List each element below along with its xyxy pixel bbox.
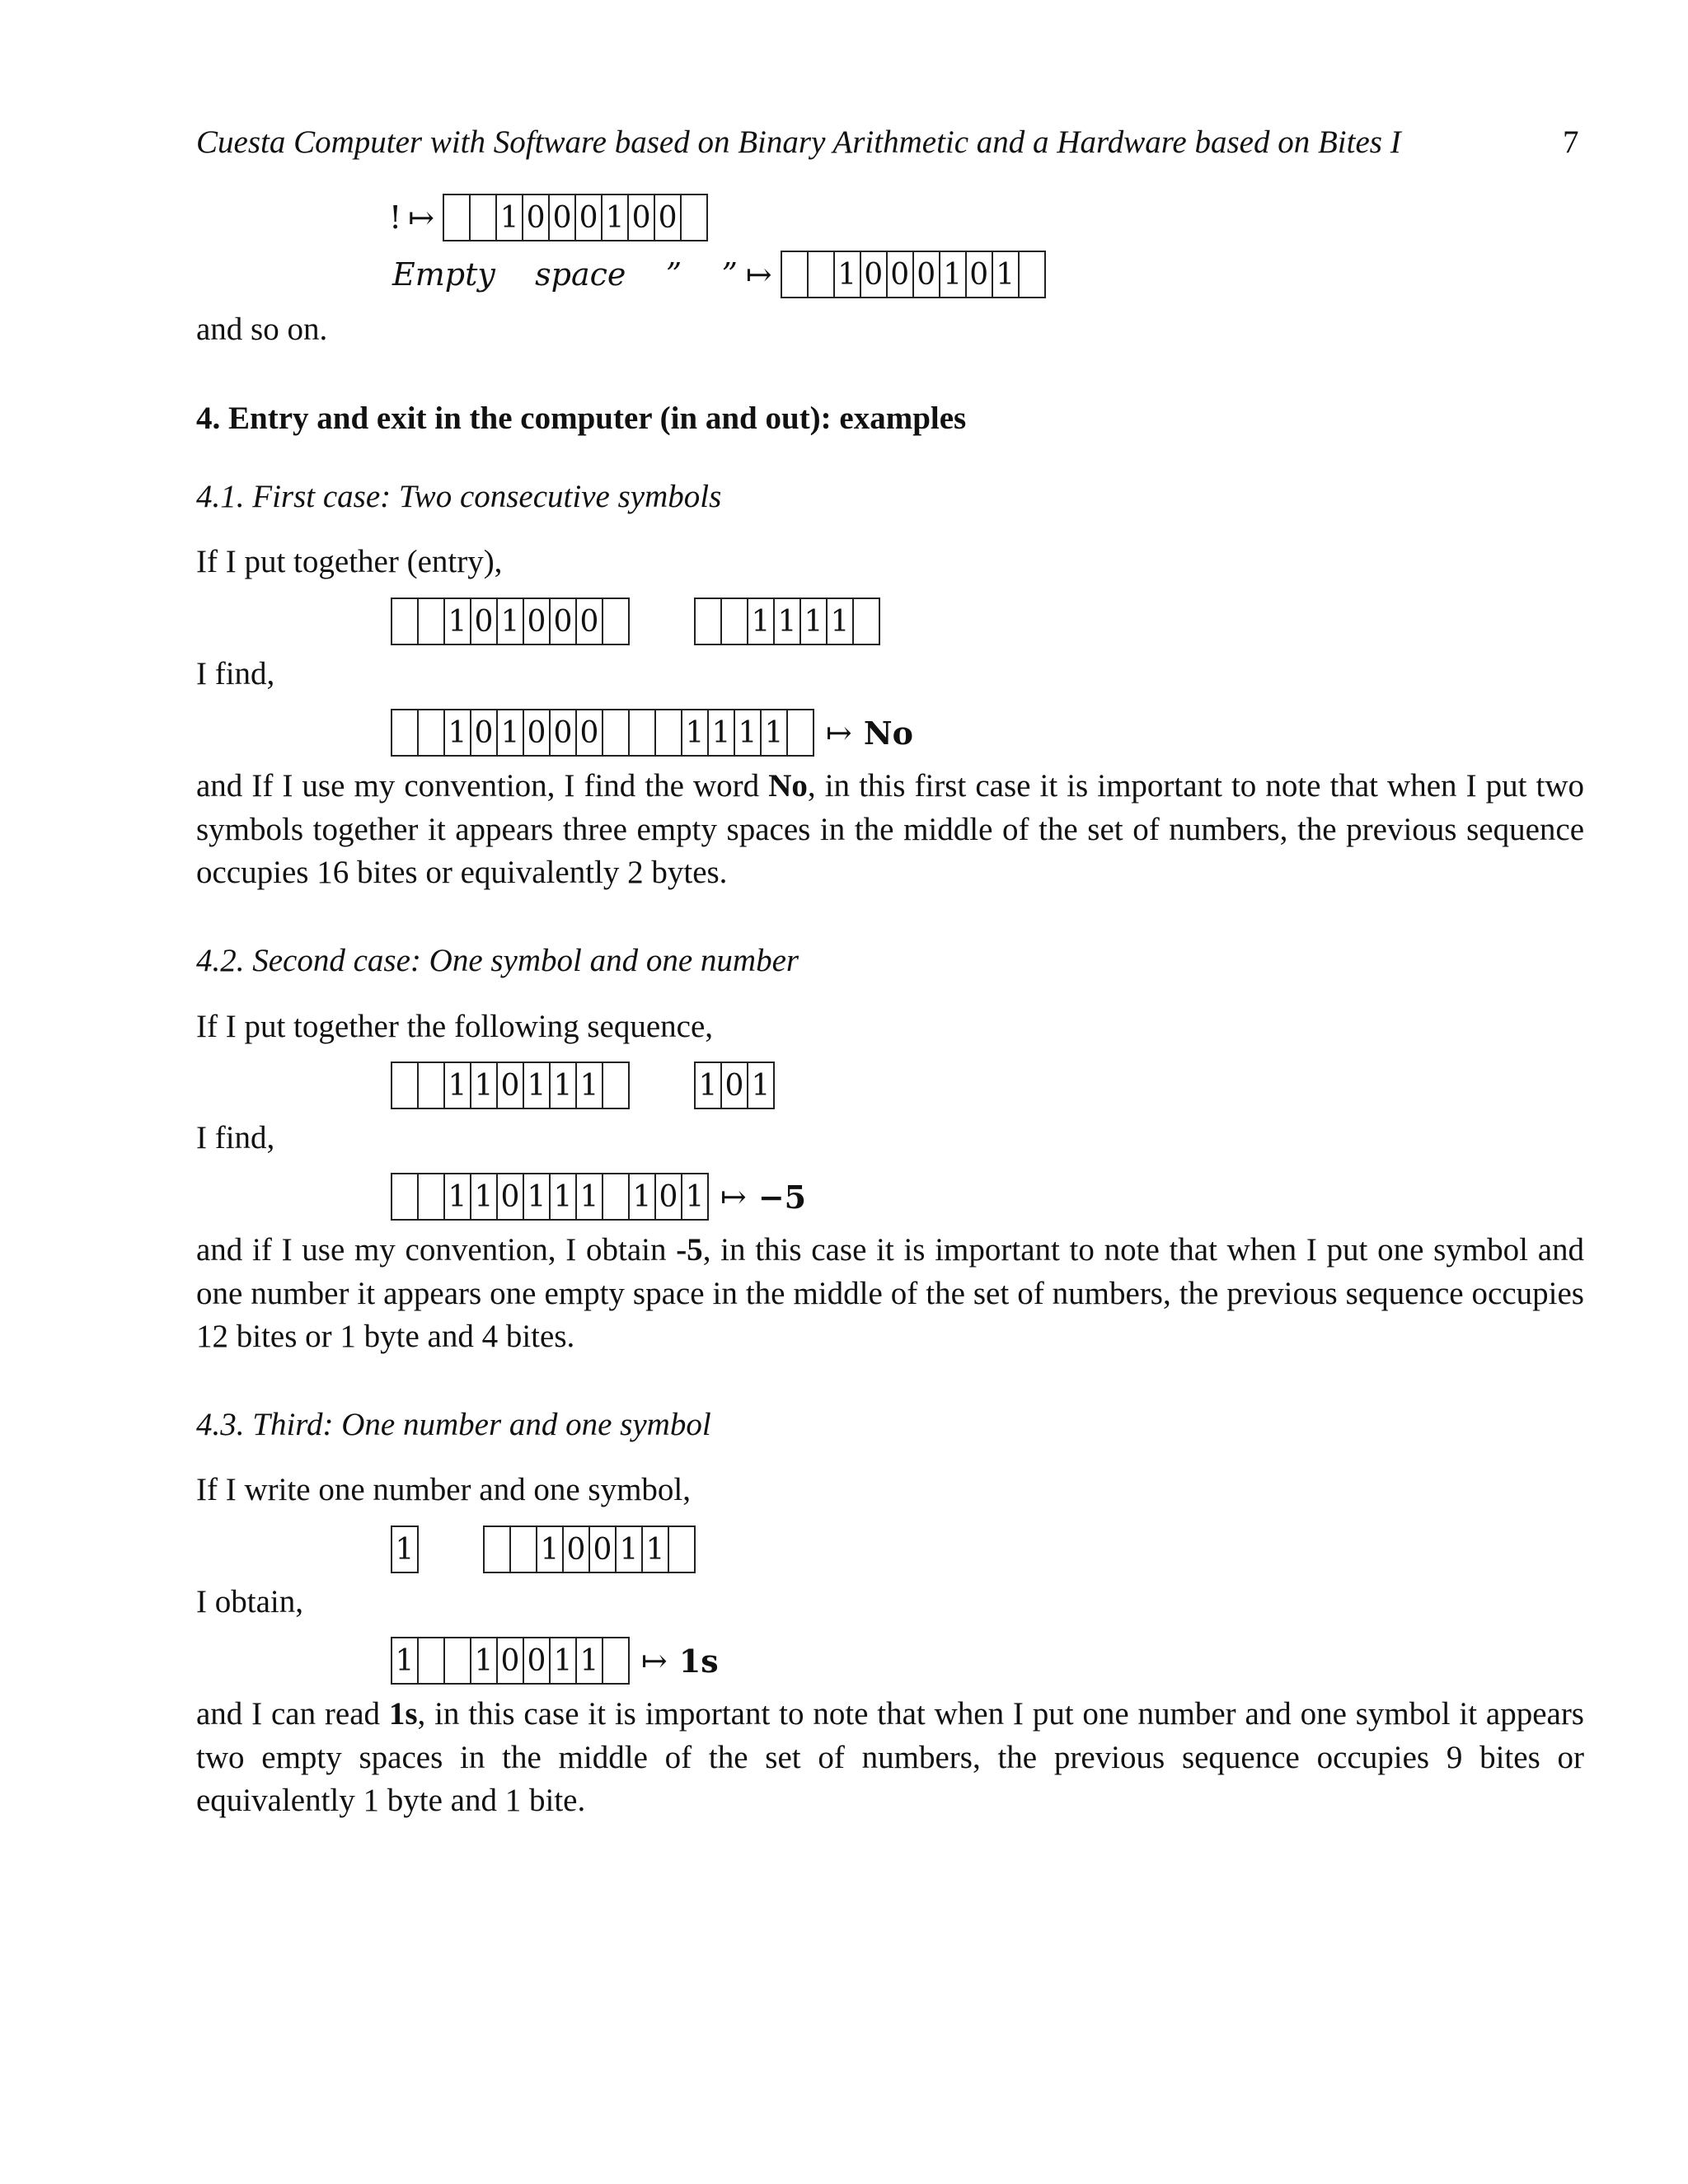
bit-cell [469,195,495,240]
bit-cell: 0 [575,599,602,644]
bit-cell [509,1527,536,1572]
bit-cell: 1 [575,1638,602,1683]
bit-cell: 1 [799,599,826,644]
bit-cell: 0 [965,252,992,297]
exclamation-mapping [389,194,708,241]
bit-cell [417,710,443,755]
subsection-heading-4-3: 4.3. Third: One number and one symbol [196,1407,711,1442]
bit-cells [483,1526,696,1573]
result-value: −5 [757,1178,807,1216]
bit-cell [417,599,443,644]
bit-cell: 0 [627,195,654,240]
bit-cell: 0 [720,1063,747,1108]
bit-cell [1018,252,1044,297]
bit-cell: 1 [496,710,523,755]
bit-cell: 0 [575,710,602,755]
bit-cell: 1 [575,1174,602,1219]
case3-intro: If I write one number and one symbol, [196,1472,692,1507]
subsection-heading-4-2: 4.2. Second case: One symbol and one number [196,943,799,978]
bit-cell: 1 [496,599,523,644]
bit-cell [417,1063,443,1108]
bit-cell [680,195,706,240]
bit-cells [391,1637,630,1685]
bit-cells [391,1173,709,1221]
bit-cell: 1 [395,1643,415,1678]
bit-cell: 0 [523,599,549,644]
bit-cell [417,1174,443,1219]
bit-cell: 0 [654,195,680,240]
bit-cell: 1 [470,1638,496,1683]
bit-cell: 1 [470,1174,496,1219]
mapsto-arrow: ↦ [745,256,772,293]
bit-cell: 1 [773,599,799,644]
bit-cell [696,599,720,644]
bit-cell: 1 [601,195,627,240]
bit-cell: 0 [496,1063,523,1108]
bit-cells [391,1062,630,1109]
case2-find: I find, [196,1120,275,1155]
bit-cell: 1 [523,1174,549,1219]
case1-entry [391,598,880,644]
bit-cells [391,1526,419,1573]
bit-cell: 0 [523,710,549,755]
bit-cell: 1 [681,1174,707,1219]
bit-cell: 1 [443,1174,470,1219]
bit-cell: 0 [523,1638,549,1683]
bit-cell: 1 [470,1063,496,1108]
case2-result-row [391,1174,806,1220]
bit-cell: 0 [548,195,574,240]
bit-cell: 1 [443,710,470,755]
case3-obtain: I obtain, [196,1584,303,1619]
bit-cell [602,1063,628,1108]
bit-cells [443,194,708,241]
bit-cell [628,710,654,755]
bit-cell [654,710,681,755]
running-title: Cuesta Computer with Software based on Binary Arithmetic and a Hardware based on Bites I [196,124,1401,160]
bit-cell: 1 [575,1063,602,1108]
bit-cell: 1 [495,195,522,240]
bit-cell: 1 [549,1063,575,1108]
bit-cell: 0 [912,252,939,297]
case1-result-row [391,710,913,756]
bit-cell: 0 [886,252,912,297]
bit-cell: 0 [470,710,496,755]
bit-cell: 1 [523,1063,549,1108]
bit-cell [392,710,417,755]
bit-cell [786,710,813,755]
bit-cell: 1 [760,710,786,755]
case1-paragraph: and If I use my convention, I find the word No, in this first case it is important to note that when I put two symbols together it appears three empty spaces in the middle of the set of numbers, the previous sequence occupies 16 bites or equivalently 2 bytes. [196,768,1584,890]
mapsto-arrow: ↦ [826,715,852,751]
bit-cells [694,598,880,645]
bit-cell [602,1174,628,1219]
bit-cell: 0 [496,1174,523,1219]
section-heading: 4. Entry and exit in the computer (in and out): examples [196,401,967,436]
bit-cell: 1 [615,1527,641,1572]
case3-paragraph: and I can read 1s, in this case it is important to note that when I put one number and one symbol it appears two empty spaces in the middle of the set of numbers, the previous sequence occupies 9 bites or equivalently 1 byte and 1 bite. [196,1696,1584,1818]
bit-cell: 1 [707,710,734,755]
subsection-heading-4-1: 4.1. First case: Two consecutive symbols [196,479,722,514]
bit-cell: 1 [833,252,860,297]
page-number: 7 [1563,124,1579,160]
bit-cell [720,599,747,644]
bit-cell: 0 [654,1174,681,1219]
bit-cell: 0 [588,1527,615,1572]
case2-entry [391,1062,775,1108]
bit-cell: 1 [549,1174,575,1219]
bit-cells [391,709,814,757]
bit-cell: 1 [992,252,1018,297]
bit-cell [668,1527,694,1572]
result-value: No [863,714,913,752]
bit-cell: 1 [443,599,470,644]
bit-cell [444,195,469,240]
bit-cell: 1 [826,599,852,644]
bit-cell [602,710,628,755]
bit-cell: 0 [470,599,496,644]
bit-cells [391,598,630,645]
bit-cell: 1 [549,1638,575,1683]
bit-cell: 1 [641,1527,668,1572]
mapsto-arrow: ↦ [408,199,435,236]
bit-cell: 0 [549,710,575,755]
bit-cell [782,252,807,297]
bit-cell [417,1638,443,1683]
bit-cell: 1 [939,252,965,297]
bit-cells [694,1062,775,1109]
case1-find: I find, [196,656,275,691]
bit-cell [852,599,879,644]
and-so-on-text: and so on. [196,312,328,347]
result-value: 1s [678,1642,719,1680]
bit-cell: 1 [747,599,773,644]
case2-paragraph: and if I use my convention, I obtain -5, in this case it is important to note that when I put one symbol and one number it appears one empty space in the middle of the set of numbers, the previous sequence occupies 12 bites or 1 byte and 4 bites. [196,1232,1585,1354]
bit-cell: 1 [698,1068,718,1103]
bit-cell [392,1174,417,1219]
bit-cell: 0 [549,599,575,644]
bit-cell [392,599,417,644]
bit-cell [807,252,833,297]
bit-cell: 1 [747,1063,773,1108]
bit-cell: 0 [496,1638,523,1683]
bit-cell: 1 [443,1063,470,1108]
case3-result-row [391,1638,719,1684]
bit-cell: 1 [536,1527,562,1572]
bit-cell: 1 [681,710,707,755]
bit-cell: 1 [395,1532,415,1567]
bit-cell [602,1638,628,1683]
bit-cell: 0 [562,1527,588,1572]
bit-cell: 0 [522,195,548,240]
case1-intro: If I put together (entry), [196,544,503,579]
bit-cell [443,1638,470,1683]
bit-cell: 1 [628,1174,654,1219]
bit-cell [485,1527,509,1572]
bit-cell [392,1063,417,1108]
exclamation-symbol: ! [389,199,402,236]
case3-entry [391,1526,696,1572]
mapsto-arrow: ↦ [720,1179,747,1215]
bit-cells [781,251,1046,298]
bit-cell: 1 [734,710,760,755]
case2-intro: If I put together the following sequence, [196,1009,714,1044]
bit-cell [602,599,628,644]
empty-space-label: Empty space ” ” [392,256,738,293]
bit-cell: 0 [574,195,601,240]
mapsto-arrow: ↦ [641,1643,668,1679]
empty-space-mapping [392,251,1046,298]
bit-cell: 0 [860,252,886,297]
